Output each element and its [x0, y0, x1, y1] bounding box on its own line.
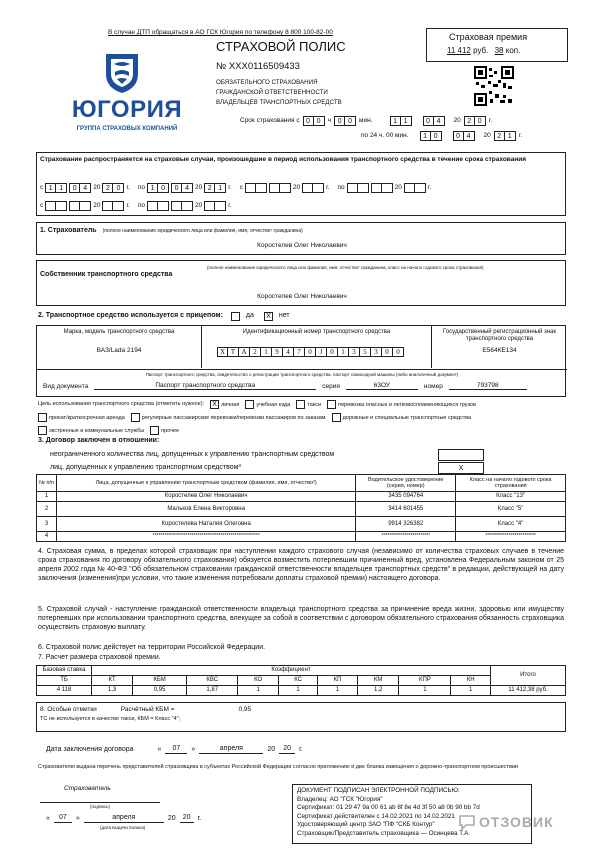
- premium-kop-unit: коп.: [505, 46, 521, 55]
- purpose-checkbox[interactable]: X: [210, 400, 219, 409]
- clause-7: 7. Расчет размера страховой премии.: [38, 654, 161, 661]
- periods-g: г.: [228, 202, 232, 210]
- period-cell: [204, 201, 215, 211]
- term-cell: 1: [390, 116, 401, 126]
- esign-line: ДОКУМЕНТ ПОДПИСАН ЭЛЕКТРОННОЙ ПОДПИСЬЮ:: [297, 787, 460, 794]
- term-cell: 0: [334, 116, 345, 126]
- term-from-hour: [303, 116, 325, 126]
- vin-cell: 5: [360, 347, 371, 357]
- vin-cell: 3: [349, 347, 360, 357]
- dtp-notice: В случае ДТП обращаться в АО ГСК Югория по телефону 8 800 100-82-00: [108, 29, 333, 36]
- vehicle-doc-hint: Паспорт транспортного средства, свидетельство о регистрации транспортного средства, паспорт самоходной машины (либо аналогичный документ): [37, 369, 567, 377]
- purpose-option-label: экстренные и коммунальные службы: [49, 427, 145, 434]
- sign-hint: (подпись): [89, 804, 110, 809]
- premium-amount: [447, 46, 520, 55]
- premium-value: 1: [318, 686, 358, 696]
- driver-name: Мальков Елена Викторовна: [56, 502, 355, 517]
- term-cell: 4: [434, 116, 445, 126]
- premium-col: КВС: [186, 676, 237, 686]
- issue-date-g: г.: [197, 815, 202, 822]
- conclusion-quote: »: [191, 746, 196, 753]
- term-cell: 1: [401, 116, 412, 126]
- period-cell: [371, 183, 382, 193]
- premium-value: 1,3: [92, 686, 133, 696]
- driver-class: Класс "5": [456, 502, 566, 517]
- purpose-option[interactable]: [38, 426, 144, 435]
- term-cell: 0: [314, 116, 325, 126]
- periods-year-prefix: 20: [93, 184, 101, 192]
- driver-license: *************************: [356, 532, 456, 542]
- special-kbm-label: Расчётный КБМ =: [120, 706, 175, 713]
- term-cell: 2: [464, 116, 475, 126]
- premium-label: Страховая премия: [449, 32, 528, 42]
- clause-5: 5. Страховой случай - наступление гражданской ответственности владельца транспортного средства за причинение вреда жизни, здоровью или имуществу потерпевших при использовании транспортного средства, влекущее за собой в соответствии с договором обязательного страхования обязанность страховщика осуществить страховую выплату.: [38, 606, 564, 632]
- vehicle-doc-row: [43, 382, 527, 390]
- vehicle-section: [36, 325, 566, 397]
- period-cell: [347, 183, 358, 193]
- period-cell: [147, 201, 158, 211]
- premium-value: 0,95: [133, 686, 187, 696]
- periods-g: г.: [228, 184, 232, 192]
- premium-base-unit: ТБ: [37, 676, 92, 686]
- term-from-year: [464, 116, 486, 126]
- contract-opt1-checkbox[interactable]: [438, 449, 484, 461]
- yugoria-crest-icon: [102, 52, 142, 94]
- esign-line: Страховщик/Представитель страховщика — Осинцева Т.А.: [297, 829, 471, 837]
- periods-row-1: [40, 183, 431, 193]
- conclusion-year-prefix: 20: [267, 746, 276, 753]
- issue-date-year: 20: [180, 814, 194, 823]
- vehicle-reg-cell: [432, 326, 567, 368]
- premium-col: КБМ: [133, 676, 187, 686]
- drivers-header: № п/п: [37, 475, 57, 492]
- vehicle-series: 63ОУ: [346, 382, 418, 390]
- driver-name: *******************************************************: [56, 532, 355, 542]
- conclusion-quote: «: [157, 746, 162, 753]
- periods-g: г.: [126, 184, 130, 192]
- term-g: г.: [488, 117, 493, 125]
- periods-po: по: [137, 202, 146, 210]
- trailer-yes-label: да: [245, 312, 254, 320]
- period-cell: [113, 201, 124, 211]
- purpose-checkbox[interactable]: [150, 426, 159, 435]
- qr-code-icon: [474, 66, 514, 106]
- purpose-option[interactable]: [332, 413, 472, 422]
- purpose-checkbox[interactable]: [296, 400, 305, 409]
- drivers-table: [36, 474, 566, 542]
- term-label: Срок страхования с: [240, 117, 300, 125]
- premium-col: КО: [238, 676, 278, 686]
- term-cell: 0: [303, 116, 314, 126]
- purpose-option-label: регулярные пассажирские перевозки/перевозки пассажиров по заказам: [141, 414, 326, 421]
- vehicle-reg-label: Государственный регистрационный знак транспортного средства: [442, 329, 557, 342]
- premium-col: КПР: [399, 676, 451, 686]
- issue-date-hint: (дата выдачи полиса): [100, 825, 146, 830]
- premium-rub-unit: руб.: [473, 46, 489, 55]
- premium-col: КМ: [357, 676, 399, 686]
- period-cell: 2: [204, 183, 215, 193]
- term-cell: 0: [423, 116, 434, 126]
- period-cell: 1: [215, 183, 226, 193]
- vin-cell: 1: [261, 347, 272, 357]
- trailer-no-label: нет: [278, 312, 290, 320]
- periods-row-2: [40, 201, 232, 211]
- period-cell: 0: [158, 183, 169, 193]
- term-g: г.: [518, 132, 523, 140]
- contract-label: 3. Договор заключен в отношении:: [38, 437, 160, 444]
- periods-year-prefix: 20: [195, 184, 203, 192]
- conclusion-day: 07: [165, 745, 187, 754]
- vehicle-number-label: номер: [423, 383, 443, 390]
- special-label: 8. Особые отметки: [40, 706, 97, 713]
- vin-cell: X: [217, 347, 228, 357]
- vehicle-vin-cell: [202, 326, 432, 368]
- policy-subtitle-1: ОБЯЗАТЕЛЬНОГО СТРАХОВАНИЯ: [216, 79, 318, 86]
- driver-license: 9914 326382: [356, 517, 456, 532]
- premium-kop: 38: [494, 46, 504, 55]
- periods-po: по: [337, 184, 345, 192]
- term-min: мин.: [359, 117, 373, 125]
- vin-cell: 4: [283, 347, 294, 357]
- period-cell: [358, 183, 369, 193]
- premium-total-label: Итого: [491, 666, 566, 686]
- logo-tagline: ГРУППА СТРАХОВЫХ КОМПАНИЙ: [76, 126, 178, 132]
- driver-class: Класс "13": [456, 492, 566, 502]
- purpose-option[interactable]: [210, 400, 239, 409]
- drivers-header: Водительское удостоверение (серия, номер): [356, 475, 456, 492]
- table-row: [37, 492, 566, 502]
- purpose-checkbox[interactable]: [131, 413, 140, 422]
- period-cell: [102, 201, 113, 211]
- period-cell: 1: [147, 183, 158, 193]
- premium-value: 1,2: [357, 686, 399, 696]
- purpose-option-label: прочее: [161, 427, 180, 434]
- vehicle-doc-kind-label: Вид документа: [43, 383, 89, 390]
- owner-hint: (полное наименование юридического лица или фамилия, имя, отчество¹ гражданина, класс на начало годового срока страхования): [207, 265, 484, 270]
- term-cell: 0: [453, 131, 464, 141]
- purpose-option[interactable]: [296, 400, 321, 409]
- term-from-month: [423, 116, 445, 126]
- periods-g: г.: [126, 202, 130, 210]
- premium-table: [36, 665, 566, 696]
- drivers-header-row: [37, 475, 566, 492]
- term-to-day: [420, 131, 442, 141]
- vehicle-vin: [217, 347, 404, 357]
- special-taxi: ТС не используется в качестве такси, КБМ = Класс "4";: [40, 716, 181, 722]
- term-cell: 0: [345, 116, 356, 126]
- period-cell: [269, 183, 280, 193]
- period-cell: [45, 201, 56, 211]
- purpose-label: Цель использования транспортного средства (отметить нужное):: [38, 401, 205, 408]
- term-year-prefix: 20: [483, 132, 491, 140]
- table-row: [37, 532, 566, 542]
- driver-n: 1: [37, 492, 57, 502]
- purpose-option[interactable]: [131, 413, 326, 422]
- periods-po: по: [137, 184, 146, 192]
- vehicle-model: ВАЗ/Lada 2194: [96, 346, 142, 354]
- premium-col: КТ: [92, 676, 133, 686]
- periods-year-prefix: 20: [93, 202, 101, 210]
- driver-class: **************************: [456, 532, 566, 542]
- contract-opt2-checkbox[interactable]: X: [438, 462, 484, 474]
- conclusion-year: 20: [279, 745, 295, 754]
- period-cell: [69, 201, 80, 211]
- period-cell: 0: [113, 183, 124, 193]
- periods-year-prefix: 20: [292, 184, 301, 192]
- premium-box: [426, 28, 568, 62]
- purpose-option[interactable]: [245, 400, 290, 409]
- insurer-hint: (полное наименование юридического лица или фамилия, имя, отчество¹ гражданина): [102, 228, 303, 234]
- vehicle-number: 793798: [449, 382, 527, 390]
- owner-section: [36, 260, 566, 306]
- premium-cols-row: [37, 676, 566, 686]
- period-cell: 4: [80, 183, 91, 193]
- driver-license: 3435 094764: [356, 492, 456, 502]
- purpose-option-label: прокат/краткосрочная аренда: [49, 414, 125, 421]
- drivers-header: Лица, допущенные к управлению транспортным средством (фамилия, имя, отчество²): [56, 475, 355, 492]
- period-cell: [171, 201, 182, 211]
- premium-value: 1: [451, 686, 491, 696]
- driver-n: 4: [37, 532, 57, 542]
- policy-subtitle-2: ГРАЖДАНСКОЙ ОТВЕТСТВЕННОСТИ: [216, 89, 328, 96]
- premium-value: 1,87: [186, 686, 237, 696]
- purpose-option-label: учебная езда: [256, 401, 291, 408]
- period-cell: [382, 183, 393, 193]
- period-cell: [302, 183, 313, 193]
- esign-line: Сертификат: 01 29 47 9a 00 61 ab 8f 8e 4d 3f 50 a8 0b 90 bb 7d: [297, 804, 480, 811]
- policy-title: СТРАХОВОЙ ПОЛИС: [216, 39, 346, 54]
- premium-value: 1: [238, 686, 278, 696]
- purpose-checkbox[interactable]: [38, 426, 47, 435]
- vin-cell: 3: [371, 347, 382, 357]
- conclusion-label: Дата заключения договора: [46, 746, 134, 753]
- vehicle-reg: Е564КЕ134: [482, 346, 517, 354]
- logo-name: ЮГОРИЯ: [71, 96, 183, 123]
- trailer-label: 2. Транспортное средство используется с прицепом:: [38, 312, 223, 320]
- signature-line: [40, 802, 160, 803]
- purpose-option-label: личная: [221, 401, 240, 408]
- issue-date-day: 07: [54, 814, 72, 823]
- premium-coef-label: Коэффициент: [92, 666, 491, 676]
- vin-cell: 0: [393, 347, 404, 357]
- issue-date-row: [46, 814, 201, 823]
- driver-n: 2: [37, 502, 57, 517]
- policy-number: № ХХХ0116509433: [216, 61, 300, 72]
- term-to-label: по 24 ч. 00 мин.: [361, 132, 409, 140]
- issue-date-quote: «: [46, 815, 50, 822]
- insurer-label: 1. Страхователь: [40, 227, 97, 234]
- issue-date-quote: »: [75, 815, 80, 822]
- vin-cell: 9: [272, 347, 283, 357]
- logo-block: [66, 52, 188, 137]
- vin-cell: 0: [382, 347, 393, 357]
- conclusion-g: г.: [299, 746, 303, 753]
- watermark-text: ОТЗОВИК: [479, 814, 554, 830]
- premium-col: КП: [318, 676, 358, 686]
- purpose-option[interactable]: [38, 413, 125, 422]
- period-cell: [280, 183, 291, 193]
- periods-section: [36, 152, 566, 216]
- term-year-prefix: 20: [453, 117, 461, 125]
- term-cell: 2: [494, 131, 505, 141]
- driver-license: 3414 601455: [356, 502, 456, 517]
- premium-header-row: [37, 666, 566, 676]
- driver-n: 3: [37, 517, 57, 532]
- term-cell: 1: [420, 131, 431, 141]
- table-row: [37, 502, 566, 517]
- premium-values-row: [37, 686, 566, 696]
- footer-notice: Страхователю выдана перечень представителей страховщика в субъектах Российской Федерации согласно приложению и две бланка извещения о дорожно-транспортном происшествии: [38, 764, 519, 770]
- term-row-to: [361, 131, 522, 141]
- conclusion-row: [46, 745, 303, 754]
- premium-base: 4 118: [37, 686, 92, 696]
- term-row-from: [240, 116, 492, 126]
- owner-value: Коростелев Олег Николаевич: [257, 293, 347, 300]
- period-cell: [158, 201, 169, 211]
- purpose-option[interactable]: [327, 400, 476, 409]
- term-to-month: [453, 131, 475, 141]
- esign-line: Владелец: АО "ГСК "Югория": [297, 795, 383, 803]
- period-cell: [404, 183, 415, 193]
- insurer-section: [36, 222, 566, 255]
- term-from-min: [334, 116, 356, 126]
- period-cell: [415, 183, 426, 193]
- drivers-header: Класс на начало годового срока страхования: [456, 475, 566, 492]
- vin-cell: A: [239, 347, 250, 357]
- vehicle-model-label: Марка, модель транспортного средства: [63, 329, 175, 335]
- period-cell: [80, 201, 91, 211]
- period-cell: 0: [171, 183, 182, 193]
- contract-section: [38, 437, 566, 474]
- special-kbm: 0,95: [238, 706, 252, 713]
- trailer-yes-checkbox[interactable]: [231, 312, 240, 321]
- vehicle-model-cell: [37, 326, 202, 368]
- purpose-option-label: перевозка опасных и легковоспламеняющихся грузов: [338, 401, 476, 408]
- policy-subtitle-3: ВЛАДЕЛЬЦЕВ ТРАНСПОРТНЫХ СРЕДСТВ: [216, 99, 342, 106]
- purpose-checkbox[interactable]: [245, 400, 254, 409]
- trailer-no-checkbox[interactable]: X: [264, 312, 273, 321]
- vehicle-doc-kind: Паспорт транспортного средства: [94, 382, 316, 390]
- premium-col: КН: [451, 676, 491, 686]
- period-cell: [245, 183, 256, 193]
- purpose-option-label: такси: [307, 401, 322, 408]
- period-cell: [215, 201, 226, 211]
- issue-date-month: апреля: [84, 814, 164, 823]
- premium-col: КС: [278, 676, 317, 686]
- purpose-option-label: дорожные и специальные транспортные средства: [342, 414, 472, 421]
- table-row: [37, 517, 566, 532]
- premium-value: 1: [399, 686, 451, 696]
- issue-date-year-prefix: 20: [167, 815, 176, 822]
- vin-cell: T: [228, 347, 239, 357]
- watermark-speech-icon: [458, 814, 476, 830]
- term-cell: 1: [505, 131, 516, 141]
- purpose-option[interactable]: [150, 426, 179, 435]
- contract-opt2-label: лиц, допущенных к управлению транспортным средством³: [50, 464, 241, 472]
- periods-s: с: [239, 184, 243, 192]
- term-from-day: [390, 116, 412, 126]
- esign-line: Удостоверяющий центр ЗАО "ПФ "СКБ Контур": [297, 821, 435, 828]
- period-cell: [256, 183, 267, 193]
- contract-opt1-label: неограниченного количества лиц, допущенных к управлению транспортным средством: [50, 451, 335, 459]
- driver-name: Коростелев Олег Николаевич: [56, 492, 355, 502]
- watermark: [458, 814, 554, 830]
- term-cell: 0: [431, 131, 442, 141]
- vin-cell: 0: [305, 347, 316, 357]
- period-cell: 0: [69, 183, 80, 193]
- periods-s: с: [40, 202, 44, 210]
- driver-class: Класс "4": [456, 517, 566, 532]
- premium-base-label: Базовая ставка: [37, 666, 92, 676]
- purpose-checkbox[interactable]: [332, 413, 341, 422]
- clause-4: 4. Страховая сумма, в пределах которой страховщик при наступлении каждого страхового случая (независимо от количества страховых случаев в течение срока страхования по договору обязательного страхования) обязуется возместить потерпевшим причиненный вред, установлена Федеральным законом от 25 апреля 2002 года № 40-ФЗ "Об обязательном страховании гражданской ответственности владельцев транспортных средств" в редакции, действующей на дату заключения (изменения)при условии, что такие изменения потребовали доплаты страховой премии) настоящего договора.: [38, 548, 564, 583]
- period-cell: [56, 201, 67, 211]
- vehicle-series-label: серия: [322, 383, 340, 390]
- vin-cell: J: [316, 347, 327, 357]
- periods-g: г.: [326, 184, 330, 192]
- vehicle-vin-label: Идентификационный номер транспортного средства: [242, 329, 391, 335]
- term-cell: 4: [464, 131, 475, 141]
- purpose-checkbox[interactable]: [38, 413, 47, 422]
- premium-total: 11 412,38 руб.: [491, 686, 566, 696]
- period-cell: 1: [56, 183, 67, 193]
- purpose-checkbox[interactable]: [327, 400, 336, 409]
- vin-cell: 2: [250, 347, 261, 357]
- period-cell: [182, 201, 193, 211]
- premium-rub: 11 412: [447, 46, 471, 55]
- periods-year-prefix: 20: [195, 202, 203, 210]
- periods-year-prefix: 20: [394, 184, 402, 192]
- premium-value: 1: [278, 686, 317, 696]
- term-ch: ч: [327, 117, 332, 125]
- term-to-year: [494, 131, 516, 141]
- trailer-row: [38, 312, 290, 321]
- special-notes: [36, 702, 566, 732]
- driver-name: Коростелева Наталия Олеговна: [56, 517, 355, 532]
- vin-cell: 0: [327, 347, 338, 357]
- period-cell: [313, 183, 324, 193]
- period-cell: 4: [182, 183, 193, 193]
- term-cell: 0: [475, 116, 486, 126]
- signer-label: Страхователь: [64, 785, 111, 792]
- owner-label: Собственник транспортного средства: [40, 271, 173, 278]
- periods-s: с: [40, 184, 44, 192]
- insurer-value: Коростелев Олег Николаевич: [257, 242, 347, 249]
- conclusion-month: апреля: [199, 745, 263, 754]
- purpose-section: [38, 400, 566, 435]
- periods-heading: Страхование распространяется на страховые случаи, произошедшие в период использования транспортного средства в течение срока страхования: [40, 156, 527, 163]
- vin-cell: 1: [338, 347, 349, 357]
- periods-g: г.: [427, 184, 432, 192]
- period-cell: 1: [45, 183, 56, 193]
- esign-line: Сертификат действителен с 14.02.2021 по 14.02.2021: [297, 812, 455, 820]
- vin-cell: 7: [294, 347, 305, 357]
- period-cell: 2: [102, 183, 113, 193]
- clause-6: 6. Страховой полис действует на территории Российской Федерации.: [38, 644, 266, 651]
